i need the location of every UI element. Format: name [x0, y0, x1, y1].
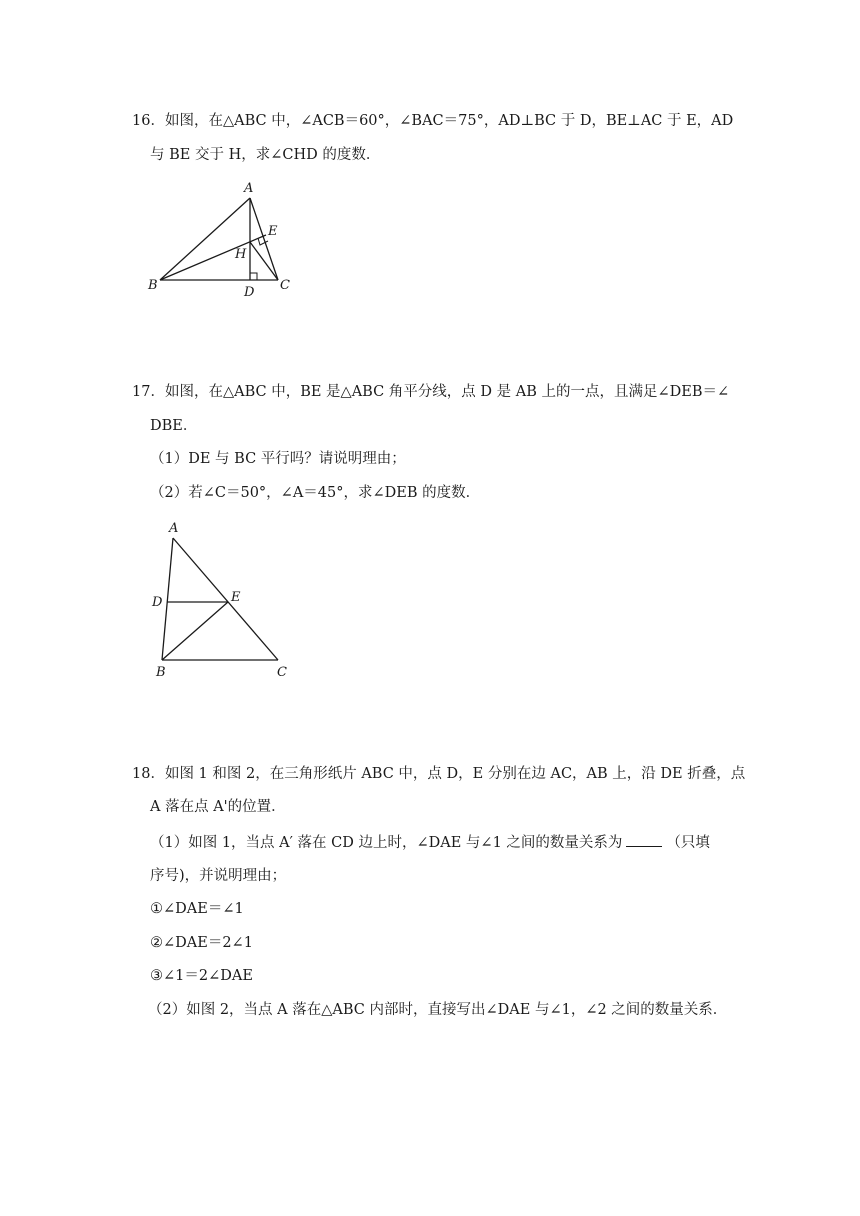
q18-answer-blank [626, 832, 662, 847]
q17-text-line2: DBE． [150, 418, 198, 434]
q16-label-a: A [244, 181, 254, 196]
q18-sub1-suffix: （只填 [666, 835, 710, 851]
q17-figure [145, 515, 305, 685]
q18-text-line2: A 落在点 A'的位置． [150, 799, 286, 815]
q16-text-line1: 16．如图，在△ABC 中，∠ACB＝60°，∠BAC＝75°，AD⊥BC 于 D，BE⊥AC 于 E，AD [132, 113, 734, 129]
q17-label-b: B [156, 665, 166, 680]
q17-label-d: D [152, 595, 163, 610]
q18-sub1 [150, 832, 710, 853]
q18-option-2: ②∠DAE＝2∠1 [150, 935, 253, 951]
q17-text-line1: 17．如图，在△ABC 中，BE 是△ABC 角平分线，点 D 是 AB 上的一点，且满足∠DEB＝∠ [132, 384, 730, 400]
q16-right-angle-d [250, 273, 257, 280]
q17-segment-be [162, 602, 228, 660]
q16-label-c: C [280, 278, 290, 293]
q16-segment-ab [160, 198, 250, 280]
q18-option-1: ①∠DAE＝∠1 [150, 901, 244, 917]
q18-text-line1: 18．如图 1 和图 2，在三角形纸片 ABC 中，点 D，E 分别在边 AC，AB 上，沿 DE 折叠，点 [132, 766, 746, 782]
q16-right-angle-e [258, 238, 268, 245]
q18-sub1-line2: 序号)，并说明理由； [150, 868, 287, 884]
q17-label-a: A [169, 521, 179, 536]
q16-label-b: B [148, 278, 158, 293]
q16-label-h: H [235, 247, 247, 262]
q16-text-line2: 与 BE 交于 H，求∠CHD 的度数． [150, 147, 381, 163]
q17-sub1: （1）DE 与 BC 平行吗？请说明理由； [150, 451, 406, 467]
q17-label-e: E [231, 590, 241, 605]
q16-segment-hc [250, 242, 278, 280]
q16-segment-ac [250, 198, 278, 280]
q18-option-3: ③∠1＝2∠DAE [150, 968, 253, 984]
q18-sub1-text: （1）如图 1，当点 A′ 落在 CD 边上时，∠DAE 与∠1 之间的数量关系为 [150, 835, 623, 851]
q17-segment-ab [162, 538, 173, 660]
q16-label-d: D [244, 285, 255, 300]
q16-figure [140, 175, 310, 300]
q17-sub2: （2）若∠C＝50°，∠A＝45°，求∠DEB 的度数． [150, 485, 481, 501]
q17-segment-ac [173, 538, 278, 660]
q16-label-e: E [268, 224, 278, 239]
q17-label-c: C [277, 665, 287, 680]
q18-sub2: （2）如图 2，当点 A 落在△ABC 内部时，直接写出∠DAE 与∠1，∠2 之间的数量关系． [148, 1002, 728, 1018]
